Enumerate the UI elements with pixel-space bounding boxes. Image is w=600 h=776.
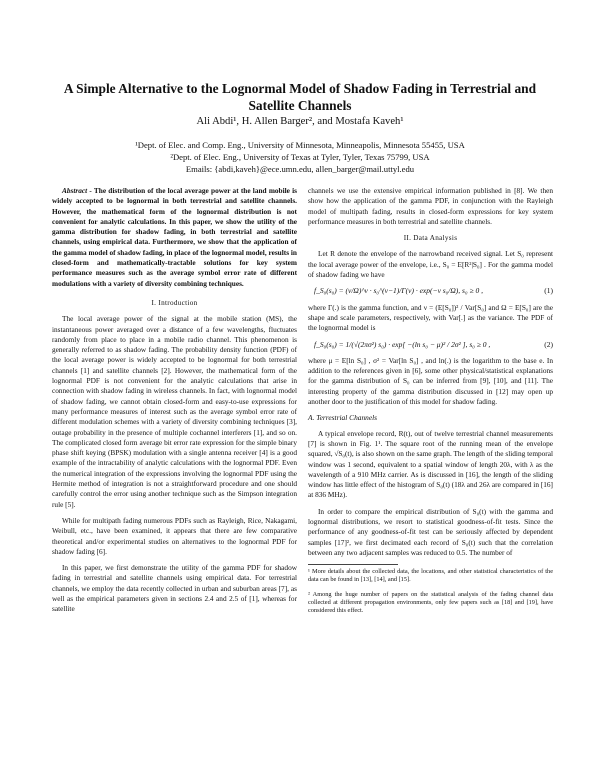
author-list: Ali Abdi¹, H. Allen Barger², and Mostafa Kaveh¹ bbox=[196, 116, 404, 127]
abstract-label: Abstract - bbox=[62, 186, 92, 195]
footnote-2: ² Among the huge number of papers on the statistical analysis of the fading channel data collected at different propagation environments, only few papers such as [18] and [19], have considered this effect. bbox=[308, 590, 553, 615]
affiliation-1: ¹Dept. of Elec. and Comp. Eng., University of Minnesota, Minneapolis, Minnesota 55455, USA bbox=[135, 140, 465, 150]
left-column bbox=[52, 186, 297, 621]
body-paragraph: where μ = E[ln S₀] , σ² = Var[ln S₀] , and ln(.) is the logarithm to the base e. In addition to the references given in [6], some other physical/statistical explanations for the gamma distribution of S₀ can be inferred from [9], [10], and [11]. The interesting property of the gamma distribution discussed in [12] may open up another door to the justification of this model for shadow fading. bbox=[308, 355, 553, 407]
right-column bbox=[308, 186, 553, 621]
body-paragraph: where Γ(.) is the gamma function, and ν = (E[S₀])² / Var[S₀] and Ω = E[S₀] are the shape and scale parameters, respectively, with Var[.] as the variance. The PDF of the lognormal model is bbox=[308, 302, 553, 333]
equation-2-number: (2) bbox=[544, 339, 553, 349]
subsection-heading-terrestrial: A. Terrestrial Channels bbox=[308, 413, 378, 423]
intro-paragraph: In this paper, we first demonstrate the utility of the gamma PDF for shadow fading in terrestrial and satellite channels using empirical data. For terrestrial channels, we employ the data recently collected in urban and suburban areas [7], as well as the empirical parameters given in sections 2.4 and 2.5 of [1], whereas for satellite bbox=[52, 563, 297, 614]
intro-paragraph: The local average power of the signal at the mobile station (MS), the instantaneous power averaged over a distance of a few wavelengths, fluctuates randomly from place to place in a mobile radio channel. This phenomenon is generally referred to as shadow fading. The probability density function (PDF) of the local average power is widely accepted to be lognormal for both terrestrial channels [1] and satellite channels [2]. However, the mathematical form of the lognormal PDF is not convenient for the analytic calculations that arise in connection with shadow fading in wireless channels. In fact, with lognormal model of shadow fading, we cannot obtain closed-form and easy-to-use expressions for many performance measures of interest such as the average symbol error rate of different modulation schemes with a variety of diversity combining techniques [3], outage probability in the presence of multiple cochannel interferers [1], and so on. The complicated closed form average bit error rate expression for the simple binary phase shift keying (BPSK) modulation with a single antenna receiver [4] is a good example of the intractability of analytic calculations with the lognormal PDF. Even the numerical integration of the expressions involving the lognormal PDF using the Hermite method of integration is not a straightforward procedure and one should carefully control the error using another technique such as the Simpson integration rule [5]. bbox=[52, 314, 297, 509]
paper-title: A Simple Alternative to the Lognormal Model of Shadow Fading in Terrestrial and Satellite Channels bbox=[63, 81, 537, 113]
equation-1 bbox=[308, 286, 553, 296]
section-heading-data-analysis: II. Data Analysis bbox=[403, 234, 458, 243]
footnote-1: ¹ More details about the collected data, the locations, and other statistical characteristics of the data can be found in [13], [14], and [15]. bbox=[308, 568, 553, 584]
equation-2-body: f_S₀(s₀) = 1/(√(2πσ²) s₀) · exp[ −(ln s₀ − μ)² / 2σ² ], s₀ ≥ 0 , bbox=[314, 339, 491, 349]
equation-1-number: (1) bbox=[544, 286, 553, 296]
abstract bbox=[52, 186, 297, 289]
equation-2 bbox=[308, 340, 553, 350]
body-paragraph: A typical envelope record, R(t), out of twelve terrestrial channel measurements [7] is shown in Fig. 1¹. The square root of the running mean of the envelope squared, √S₀(t), is also shown on the same graph. The length of the sliding temporal window was 1 second, equivalent to a spatial window of length 20λ, with λ as the wavelength of a 910 MHz carrier. As is discussed in [16], the length of the sliding window has little effect of the histogram of S₀(t) (18λ and 26λ are compared in [16] at 836 MHz). bbox=[308, 428, 553, 500]
equation-1-body: f_S₀(s₀) = (ν/Ω)^ν · s₀^(ν−1)/Γ(ν) · exp(−ν s₀/Ω), s₀ ≥ 0 , bbox=[314, 286, 483, 296]
section-heading-introduction: I. Introduction bbox=[151, 298, 198, 307]
intro-paragraph: While for multipath fading numerous PDFs such as Rayleigh, Rice, Nakagami, Weibull, etc., have been examined, it appears that there are few comparative theoretical and/or experimental studies on alternatives to the lognormal PDF for shadow fading [6]. bbox=[52, 515, 297, 556]
body-paragraph: Let R denote the envelope of the narrowband received signal. Let S₀ represent the local average power of the envelope, i.e., S₀ = E[R²|S₀] . For the gamma model of shadow fading we have bbox=[308, 249, 553, 280]
author-emails: Emails: {abdi,kaveh}@ece.umn.edu, allen_barger@mail.uttyl.edu bbox=[185, 164, 415, 174]
body-paragraph: channels we use the extensive empirical information published in [8]. We then show how the application of the gamma PDF, in conjunction with the Rayleigh model of multipath fading, results in closed-form expressions for key system performance measures in both terrestrial and satellite channels. bbox=[308, 186, 553, 226]
footnote-divider bbox=[308, 564, 398, 565]
abstract-text: The distribution of the local average power at the land mobile is widely accepted to be lognormal in both terrestrial and satellite channels. However, the mathematical form of the lognormal distribution is not convenient for analytic calculations. In this paper, we show the utility of the gamma distribution for shadow fading, in both terrestrial and satellite channels, using empirical data. Furthermore, we show that the application of the gamma model of shadow fading, in place of the lognormal model, results in closed-form and mathematically-tractable solutions for key system performance measures such as the average symbol error rate of different modulations with a variety of diversity combining techniques. bbox=[52, 186, 297, 288]
affiliation-2: ²Dept. of Elec. Eng., University of Texas at Tyler, Tyler, Texas 75799, USA bbox=[170, 152, 430, 162]
body-paragraph: In order to compare the empirical distribution of S₀(t) with the gamma and lognormal distributions, we resort to statistical goodness-of-fit tests. Since the performance of any goodness-of-fit test can be seriously affected by dependent samples [17]², we first decimated each record of S₀(t) such that the correlation between any two adjacent samples was reduced to 0.5. The number of bbox=[308, 506, 553, 557]
